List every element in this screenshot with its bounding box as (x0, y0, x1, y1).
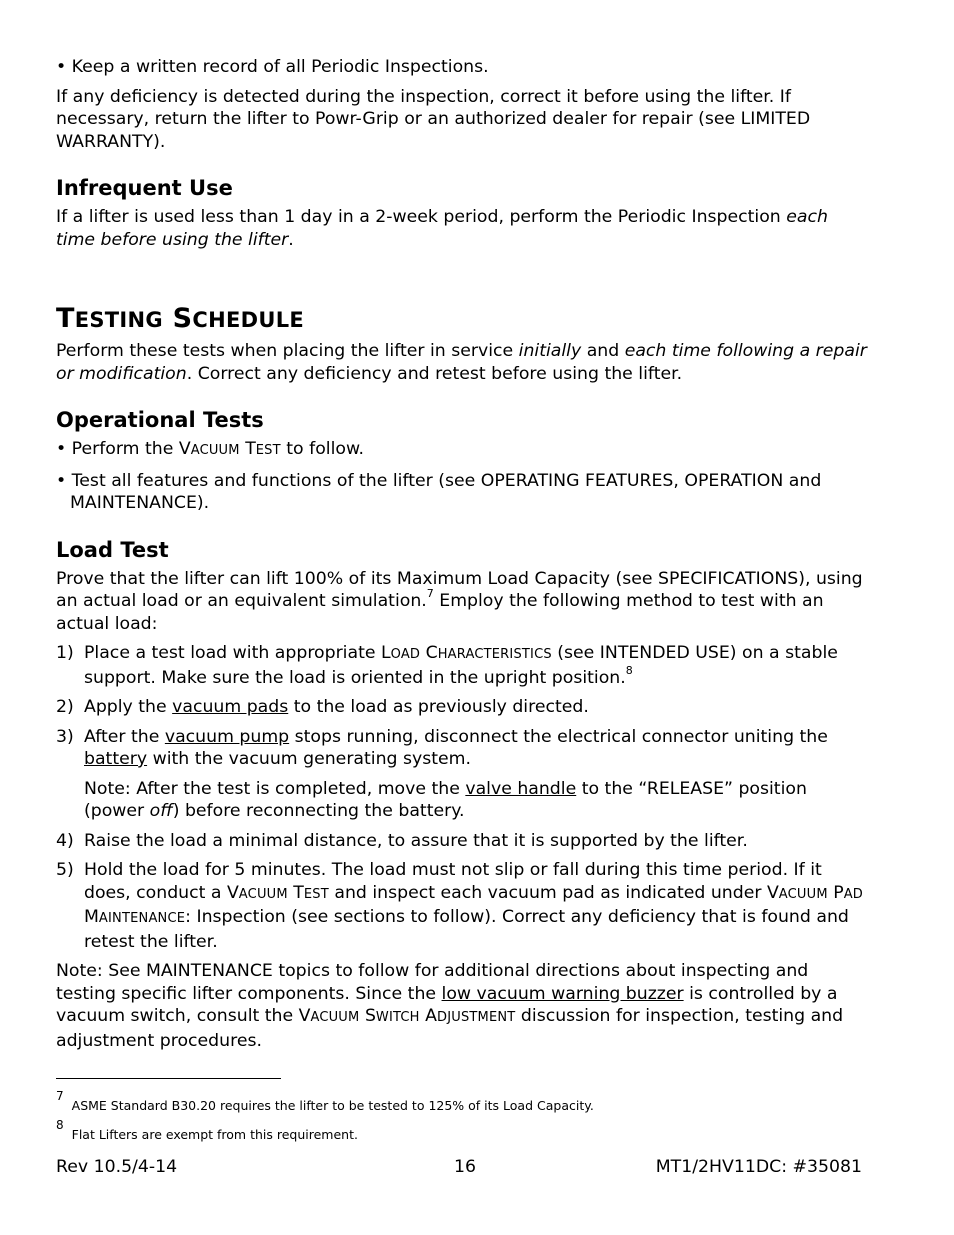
footnote-ref-7: 7 (426, 587, 434, 601)
testing-schedule-intro: Perform these tests when placing the lifter in service initially and each time following a repair or modification. Correct any deficiency and retest before using the lifter. (56, 341, 867, 384)
page-footer (56, 1156, 862, 1180)
footnote-7: $^7$ASME Standard B30.20 requires the lifter to be tested to 125% of its Load Capacity. (56, 1088, 594, 1113)
page-body (56, 56, 868, 1052)
load-step-3: 3) After the vacuum pump stops running, disconnect the electrical connector uniting the battery with the vacuum generating system. (56, 726, 828, 769)
deficiency-paragraph: If any deficiency is detected during the inspection, correct it before using the lifter. If necessary, return the lifter to Powr-Grip or an authorized dealer for repair (see LIMITED WARRANTY). (56, 86, 811, 152)
load-step-5: 5) Hold the load for 5 minutes. The load must not slip or fall during this time period. If it does, conduct a VACUUM TEST and inspect each vacuum pad as indicated under VACUUM PAD MAINTENANCE: Inspection (see sections to follow). Correct any deficiency that is found and retest the lifter. (56, 860, 863, 952)
footnote-ref-8: 8 (625, 663, 633, 677)
footnote-8: $^8$Flat Lifters are exempt from this requirement. (56, 1117, 358, 1142)
infrequent-use-text: If a lifter is used less than 1 day in a 2-week period, perform the Periodic Inspection each time before using the lifter. (56, 207, 828, 250)
load-step-1: 1) Place a test load with appropriate LOAD CHARACTERISTICS (see INTENDED USE) on a stable support. Make sure the load is oriented in the upright position.$^8$ (56, 643, 838, 688)
load-step-2: 2) Apply the vacuum pads to the load as previously directed. (56, 697, 589, 717)
operational-bullet-vacuum-test: • Perform the VACUUM TEST to follow. (56, 439, 364, 459)
load-step-4: 4) Raise the load a minimal distance, to assure that it is supported by the lifter. (56, 830, 748, 851)
load-test-note: Note: See MAINTENANCE topics to follow for additional directions about inspecting and testing specific lifter components. Since the low vacuum warning buzzer is controlled by a vacuum switch, consult the VACUUM SWITCH ADJUSTMENT discussion for inspection, testing and adjustment procedures. (56, 961, 844, 1051)
operational-bullet-features: • Test all features and functions of the lifter (see OPERATING FEATURES, OPERATION and MAINTENANCE). (56, 470, 822, 513)
footer-document-id: MT1/2HV11DC: #35081 (655, 1157, 862, 1177)
testing-schedule-heading: TESTING SCHEDULE (56, 303, 305, 334)
vacuum-pads-link[interactable]: vacuum pads (172, 697, 289, 717)
infrequent-use-heading: Infrequent Use (56, 176, 233, 200)
footnote-divider (56, 1078, 281, 1079)
load-test-heading: Load Test (56, 537, 169, 562)
valve-handle-link[interactable]: valve handle (465, 778, 577, 799)
footer-page-number: 16 (454, 1157, 476, 1177)
record-bullet: • Keep a written record of all Periodic Inspections. (56, 57, 489, 77)
load-test-intro: Prove that the lifter can lift 100% of its Maximum Load Capacity (see SPECIFICATIONS), using an actual load or an equivalent simulation.$^7$ Employ the following method to test with an actual load: (56, 568, 863, 634)
footer-revision: Rev 10.5/4-14 (56, 1157, 178, 1177)
operational-tests-heading: Operational Tests (56, 408, 264, 432)
battery-link[interactable]: battery (84, 749, 148, 769)
load-step-3-note: Note: After the test is completed, move the valve handle to the “RELEASE” position (power off) before reconnecting the battery. (84, 778, 807, 821)
vacuum-pump-link[interactable]: vacuum pump (164, 726, 290, 747)
low-vacuum-buzzer-link[interactable]: low vacuum warning buzzer (441, 983, 684, 1004)
